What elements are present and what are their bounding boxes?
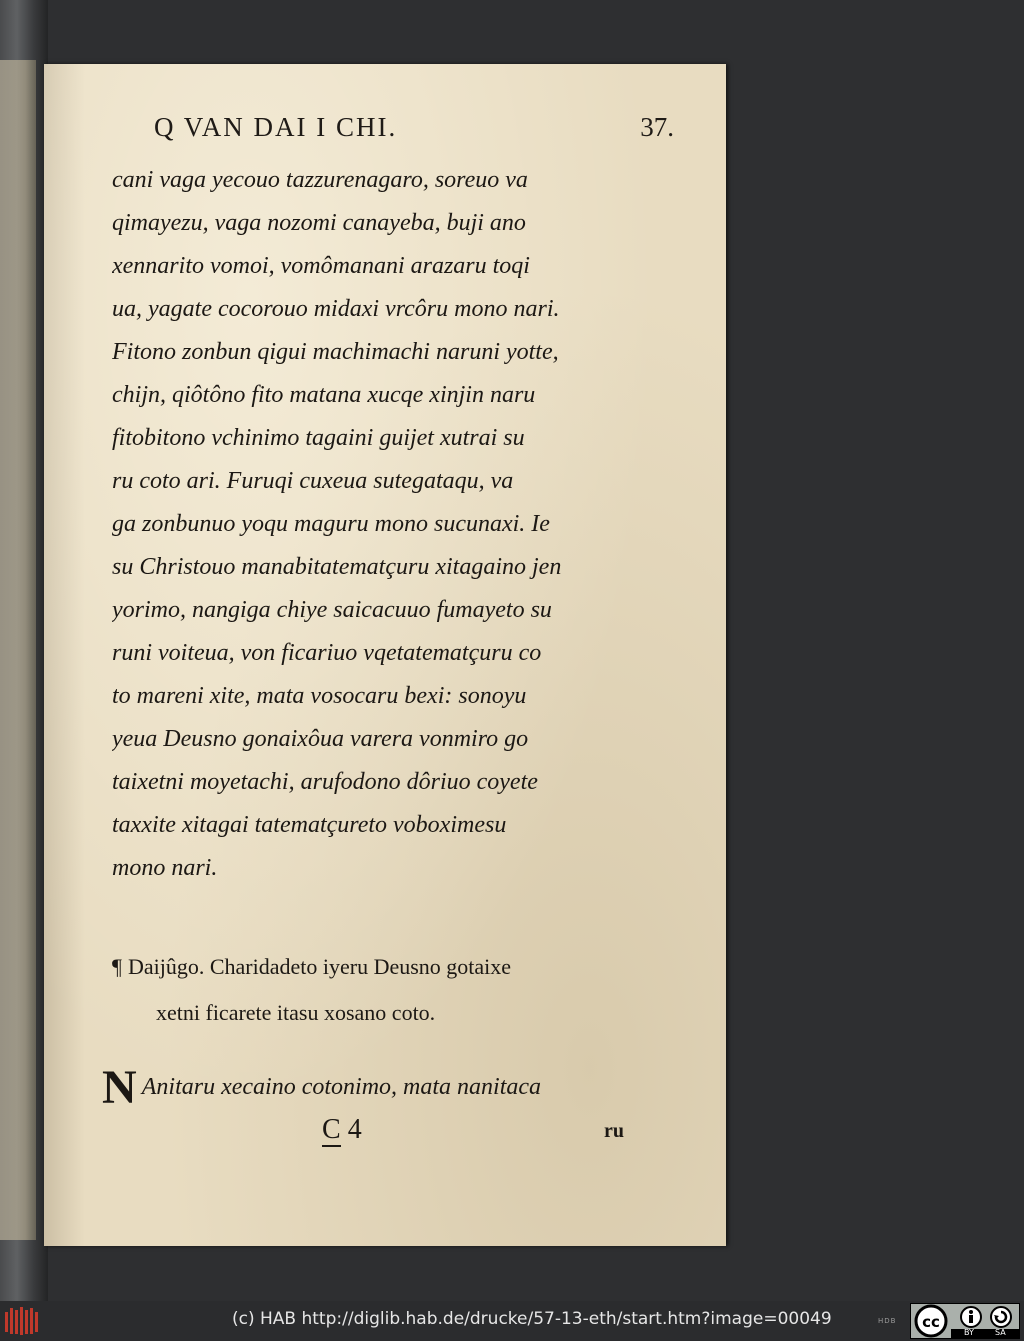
section-heading-line1: Daijûgo. Charidadeto iyeru Deusno gotaixe	[127, 954, 512, 979]
cc-license-badge[interactable]	[910, 1303, 1020, 1339]
footer-bar	[0, 1301, 1024, 1341]
share-alike-icon	[989, 1305, 1013, 1329]
text-line: yorimo, nangiga chiye saicacuuo fumayeto su	[112, 597, 552, 623]
text-line: fitobitono vchinimo tagaini guijet xutrai su	[112, 425, 525, 451]
text-line: runi voiteua, von ficariuo vqetatematçuru co	[112, 640, 542, 666]
text-line: chijn, qiôtôno fito matana xucqe xinjin naru	[112, 382, 536, 408]
section-heading	[112, 944, 672, 1036]
text-line: qimayezu, vaga nozomi canayeba, buji ano	[112, 210, 526, 236]
text-line: Fitono zonbun qigui machimachi naruni yotte,	[112, 339, 559, 365]
book-gutter	[0, 0, 48, 1301]
running-title: Q VAN DAI I CHI.	[154, 112, 398, 142]
text-line: to mareni xite, mata vosocaru bexi: sonoyu	[112, 683, 527, 709]
sa-label: SA	[995, 1328, 1006, 1337]
page-header	[154, 112, 674, 152]
drop-cap: N	[102, 1061, 137, 1114]
text-line: taxxite xitagai tatematçureto voboximesu	[112, 812, 507, 838]
cc-icon	[912, 1304, 952, 1338]
cc-text: cc	[922, 1313, 940, 1331]
facing-page-edge	[0, 60, 36, 1240]
text-line: mono nari.	[112, 855, 218, 881]
by-label: BY	[964, 1328, 974, 1337]
signature-number: 4	[347, 1114, 362, 1145]
book-page	[44, 64, 726, 1246]
cc-label-strip	[951, 1329, 1019, 1338]
text-line: yeua Deusno gonaixôua varera vonmiro go	[112, 726, 529, 752]
catchword: ru	[604, 1120, 624, 1142]
signature-mark	[322, 1114, 362, 1146]
pilcrow-icon: ¶	[112, 954, 122, 979]
page-number: 37.	[640, 112, 674, 142]
section-heading-line2: xetni ficarete itasu xosano coto.	[156, 1000, 436, 1025]
text-line: ru coto ari. Furuqi cuxeua sutegataqu, va	[112, 468, 514, 494]
small-mark: HDB	[878, 1317, 897, 1325]
drop-cap-text: Anitaru xecaino cotonimo, mata nanitaca	[141, 1074, 542, 1100]
drop-cap-line	[102, 1060, 702, 1114]
text-line: xennarito vomoi, vomômanani arazaru toqi	[112, 253, 530, 279]
copyright-caption[interactable]: (c) HAB http://diglib.hab.de/drucke/57-13-eth/start.htm?image=00049	[232, 1309, 832, 1329]
body-text	[112, 159, 672, 890]
text-line: taixetni moyetachi, arufodono dôriuo coyete	[112, 769, 538, 795]
text-line: su Christouo manabitatematçuru xitagaino jen	[112, 554, 562, 580]
hab-logo-icon[interactable]	[4, 1306, 40, 1336]
attribution-icon	[959, 1305, 983, 1329]
signature-letter: C	[322, 1114, 341, 1145]
text-line: ga zonbunuo yoqu maguru mono sucunaxi. Ie	[112, 511, 550, 537]
text-line: cani vaga yecouo tazzurenagaro, soreuo va	[112, 167, 528, 193]
text-line: ua, yagate cocorouo midaxi vrcôru mono nari.	[112, 296, 560, 322]
